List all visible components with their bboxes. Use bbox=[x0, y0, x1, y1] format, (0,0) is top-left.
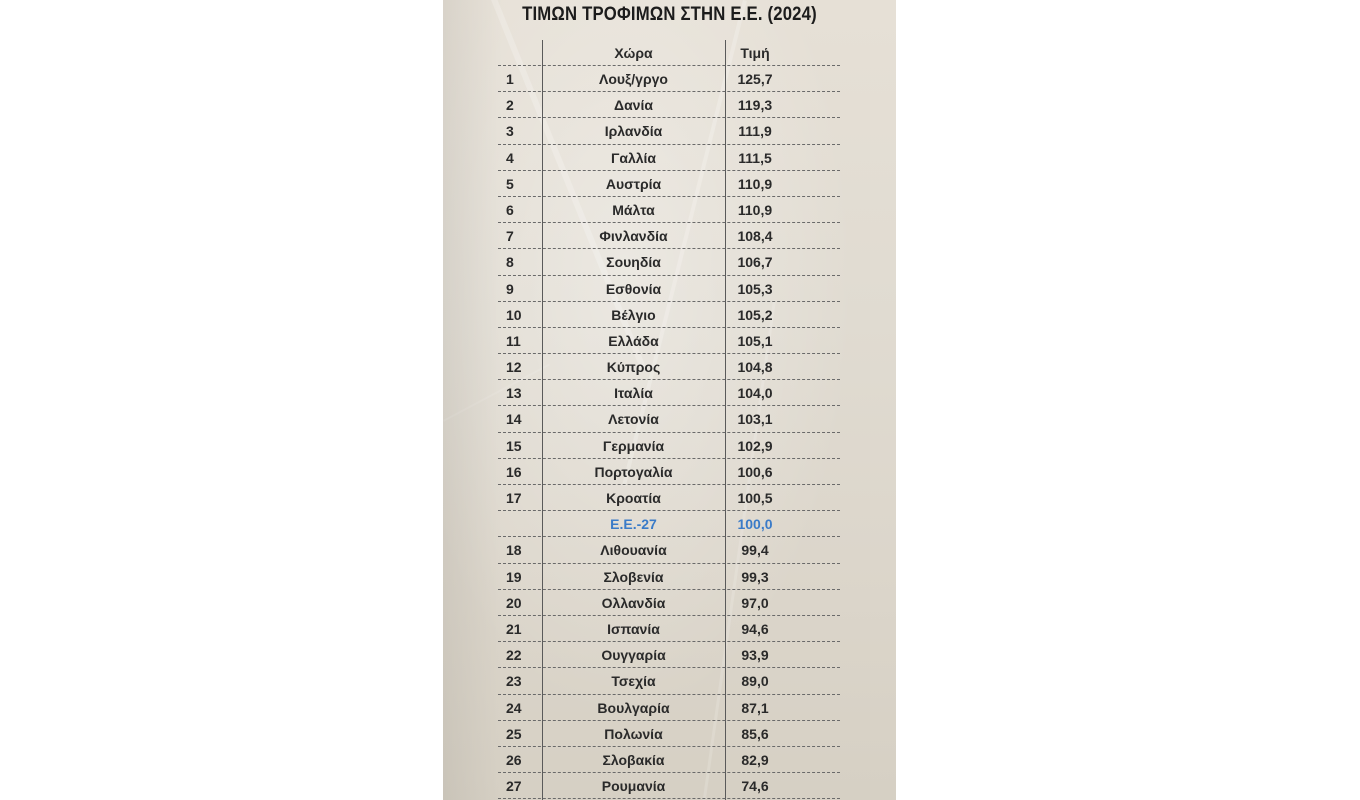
country-cell: Ισπανία bbox=[607, 620, 660, 637]
rank-cell: 21 bbox=[506, 620, 522, 637]
table-row bbox=[498, 197, 840, 223]
page-title: ΤΙΜΩΝ ΤΡΟΦΙΜΩΝ ΣΤΗΝ Ε.Ε. (2024) bbox=[522, 4, 817, 25]
price-index-cell: 105,2 bbox=[737, 306, 773, 323]
table-row bbox=[498, 354, 840, 380]
table-row bbox=[498, 642, 840, 668]
rank-cell: 25 bbox=[506, 725, 522, 742]
country-cell: Σουηδία bbox=[606, 254, 661, 271]
rank-cell: 13 bbox=[506, 385, 522, 402]
country-cell: Ρουμανία bbox=[601, 778, 666, 795]
rank-cell: 9 bbox=[506, 280, 514, 297]
rank-cell: 17 bbox=[506, 490, 522, 506]
rank-cell: 16 bbox=[506, 463, 522, 480]
infographic-card bbox=[443, 0, 896, 800]
table-row bbox=[498, 564, 840, 590]
country-cell: Κροατία bbox=[606, 490, 661, 506]
rank-cell: 14 bbox=[506, 411, 522, 428]
country-cell: Εσθονία bbox=[605, 280, 662, 297]
price-index-cell: 108,4 bbox=[737, 228, 773, 245]
price-index-cell: 110,9 bbox=[737, 175, 773, 192]
country-cell: Φινλανδία bbox=[599, 228, 668, 245]
price-index-cell: 89,0 bbox=[741, 673, 769, 690]
price-index-cell: 103,1 bbox=[737, 411, 773, 428]
country-cell: Ολλανδία bbox=[601, 594, 666, 611]
country-cell: Ελλάδα bbox=[608, 332, 659, 349]
price-index-cell: 100,5 bbox=[737, 490, 773, 506]
price-index-cell: 104,0 bbox=[737, 385, 773, 402]
price-index-cell: 125,7 bbox=[737, 71, 773, 87]
rank-cell: 27 bbox=[506, 778, 522, 795]
table-body bbox=[498, 66, 840, 799]
country-cell: Λιθουανία bbox=[600, 542, 667, 559]
table-row bbox=[498, 485, 840, 511]
rank-cell: 22 bbox=[506, 647, 522, 664]
rank-cell: 11 bbox=[506, 332, 521, 349]
country-cell: Λετονία bbox=[608, 411, 659, 428]
rank-cell: 8 bbox=[506, 254, 514, 271]
price-index-cell: 93,9 bbox=[741, 647, 769, 664]
table-row bbox=[498, 695, 840, 721]
table-row bbox=[498, 747, 840, 773]
price-index-cell: 74,6 bbox=[741, 778, 769, 795]
price-index-cell: 111,9 bbox=[738, 123, 772, 140]
rank-cell: 18 bbox=[506, 542, 522, 559]
price-index-cell: 87,1 bbox=[741, 699, 769, 716]
table-row bbox=[498, 145, 840, 171]
table-row bbox=[498, 66, 840, 92]
table-row bbox=[498, 171, 840, 197]
price-index-cell: 102,9 bbox=[737, 437, 773, 454]
price-index-cell: 82,9 bbox=[741, 751, 769, 768]
country-cell: Πορτογαλία bbox=[594, 463, 673, 480]
table-row bbox=[498, 92, 840, 118]
country-cell: Πολωνία bbox=[604, 725, 663, 742]
rank-cell: 26 bbox=[506, 751, 522, 768]
country-cell: Ιρλανδία bbox=[604, 123, 663, 140]
country-cell: Βέλγιο bbox=[611, 306, 656, 323]
rank-cell: 19 bbox=[506, 568, 522, 585]
price-index-cell: 105,3 bbox=[737, 280, 773, 297]
table-row-eu-average bbox=[498, 511, 840, 537]
country-cell: Γαλλία bbox=[610, 149, 657, 166]
country-cell: Κύπρος bbox=[606, 359, 661, 376]
price-index-cell: 100,6 bbox=[737, 463, 773, 480]
table-row bbox=[498, 302, 840, 328]
country-cell: Σλοβακία bbox=[602, 751, 665, 768]
rank-cell: 5 bbox=[506, 175, 514, 192]
price-index-cell: 119,3 bbox=[737, 97, 773, 114]
rank-cell: 20 bbox=[506, 594, 522, 611]
rank-cell: 12 bbox=[506, 359, 522, 376]
price-index-cell: 94,6 bbox=[741, 620, 769, 637]
price-index-cell: 104,8 bbox=[737, 359, 773, 376]
table-row bbox=[498, 276, 840, 302]
country-cell: Ουγγαρία bbox=[601, 647, 666, 664]
country-cell: Ιταλία bbox=[614, 385, 653, 402]
table-row bbox=[498, 328, 840, 354]
rank-cell: 2 bbox=[506, 97, 514, 114]
table-row bbox=[498, 223, 840, 249]
table-header-row bbox=[498, 40, 840, 66]
country-cell: Λουξ/γργο bbox=[599, 71, 668, 87]
country-cell: Τσεχία bbox=[611, 673, 656, 690]
price-index-cell: 85,6 bbox=[741, 725, 769, 742]
table-row bbox=[498, 537, 840, 563]
table-row bbox=[498, 773, 840, 799]
header-price: Τιμή bbox=[740, 45, 770, 61]
rank-cell: 3 bbox=[506, 123, 514, 140]
rank-cell: 1 bbox=[506, 71, 514, 87]
country-cell: Δανία bbox=[614, 97, 653, 114]
rank-cell: 10 bbox=[506, 306, 522, 323]
country-cell: Μάλτα bbox=[612, 201, 655, 218]
table-row bbox=[498, 721, 840, 747]
price-index-cell: 99,3 bbox=[741, 568, 769, 585]
country-cell: Σλοβενία bbox=[603, 568, 664, 585]
price-index-cell: 100,0 bbox=[737, 516, 773, 533]
rank-cell: 7 bbox=[506, 228, 514, 245]
table-row bbox=[498, 668, 840, 694]
price-table bbox=[498, 40, 840, 799]
table-row bbox=[498, 459, 840, 485]
table-row bbox=[498, 590, 840, 616]
country-cell: Γερμανία bbox=[602, 437, 665, 454]
country-cell: Βουλγαρία bbox=[597, 699, 670, 716]
price-index-cell: 105,1 bbox=[737, 332, 773, 349]
table-row bbox=[498, 433, 840, 459]
rank-cell: 24 bbox=[506, 699, 522, 716]
price-index-cell: 97,0 bbox=[741, 594, 769, 611]
table-row bbox=[498, 380, 840, 406]
table-row bbox=[498, 249, 840, 275]
edge-shadow bbox=[443, 0, 503, 800]
rank-cell: 23 bbox=[506, 673, 522, 690]
rank-cell: 6 bbox=[506, 201, 514, 218]
header-country: Χώρα bbox=[614, 45, 653, 61]
table-row bbox=[498, 118, 840, 144]
price-index-cell: 110,9 bbox=[737, 201, 773, 218]
price-index-cell: 106,7 bbox=[737, 254, 773, 271]
table-row bbox=[498, 616, 840, 642]
rank-cell: 15 bbox=[506, 437, 522, 454]
country-cell: Ε.Ε.-27 bbox=[610, 516, 657, 533]
country-cell: Αυστρία bbox=[605, 175, 662, 192]
table-row bbox=[498, 406, 840, 432]
price-index-cell: 99,4 bbox=[741, 542, 769, 559]
price-index-cell: 111,5 bbox=[738, 149, 772, 166]
rank-cell: 4 bbox=[506, 149, 514, 166]
